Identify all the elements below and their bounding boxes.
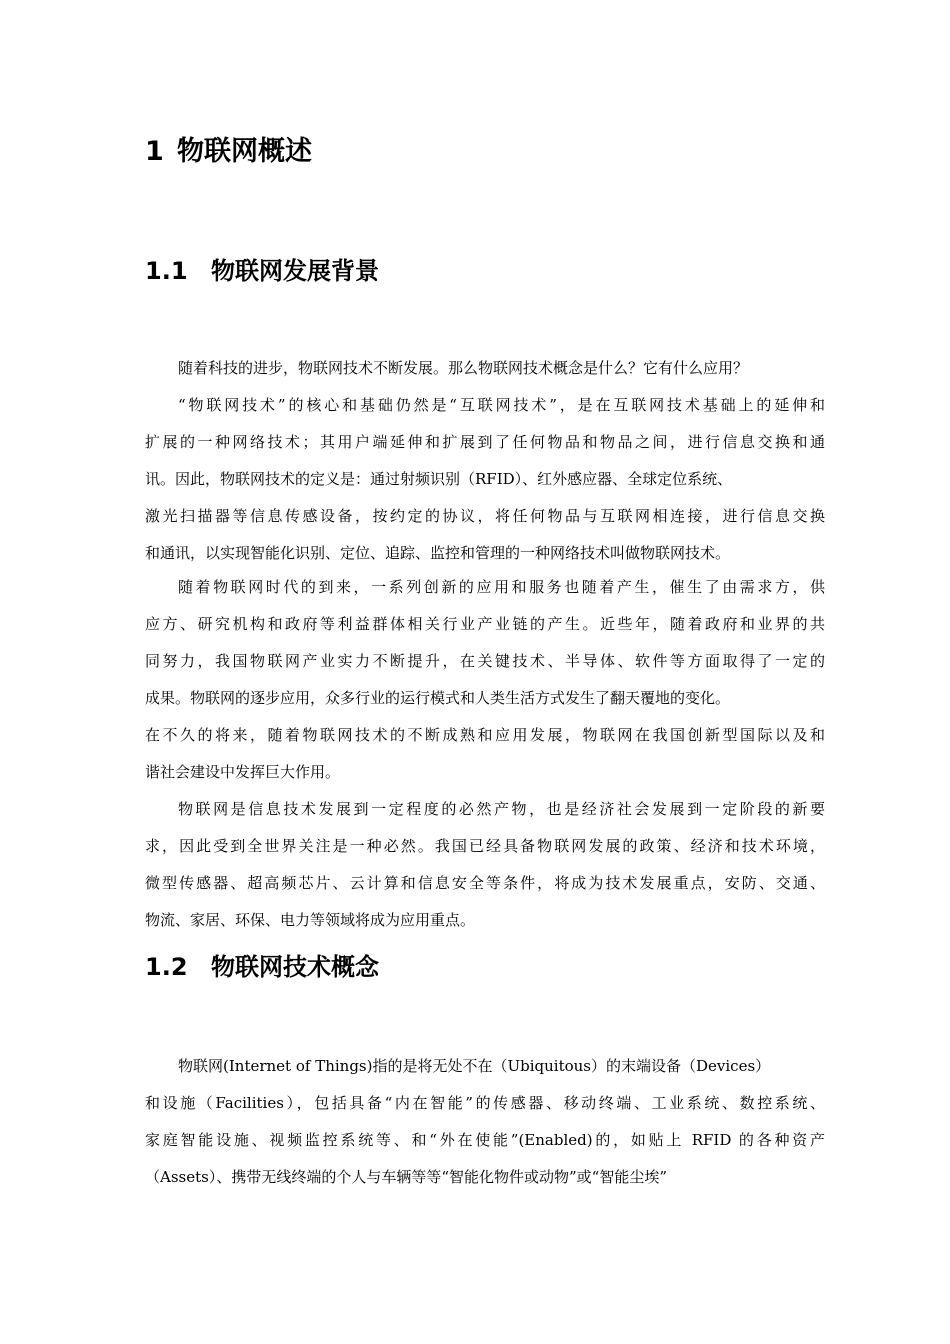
paragraph-line: 求，因此受到全世界关注是一种必然。我国已经具备物联网发展的政策、经济和技术环境，	[145, 837, 825, 855]
paragraph-line: 家庭智能设施、视频监控系统等、和“外在使能”(Enabled)的，如贴上 RFID 的各种资产	[145, 1131, 825, 1149]
section-heading-1-2	[145, 949, 379, 985]
paragraph-line: 扩展的一种网络技术；其用户端延伸和扩展到了任何物品和物品之间，进行信息交换和通	[145, 433, 825, 451]
chapter-title: 物联网概述	[177, 136, 312, 167]
paragraph-line: 和通讯，以实现智能化识别、定位、追踪、监控和管理的一种网络技术叫做物联网技术。	[145, 544, 731, 562]
section-number: 1.1	[145, 257, 188, 285]
paragraph-line: 随着科技的进步，物联网技术不断发展。那么物联网技术概念是什么？它有什么应用？	[178, 359, 749, 377]
paragraph-line: 物联网(Internet of Things)指的是将无处不在（Ubiquitous）的末端设备（Devices）	[178, 1057, 771, 1075]
section-title: 物联网发展背景	[211, 257, 379, 285]
chapter-heading	[145, 132, 312, 172]
paragraph-line: “物联网技术”的核心和基础仍然是“互联网技术”，是在互联网技术基础上的延伸和	[178, 396, 825, 414]
section-heading-1-1	[145, 253, 379, 289]
paragraph-line: 成果。物联网的逐步应用，众多行业的运行模式和人类生活方式发生了翻天覆地的变化。	[145, 689, 731, 707]
paragraph-line: 讯。因此，物联网技术的定义是：通过射频识别（RFID）、红外感应器、全球定位系统、	[145, 470, 733, 488]
section-number: 1.2	[145, 953, 188, 981]
paragraph-line: 物联网是信息技术发展到一定程度的必然产物，也是经济社会发展到一定阶段的新要	[178, 800, 825, 818]
paragraph-line: 应方、研究机构和政府等利益群体相关行业产业链的产生。近些年，随着政府和业界的共	[145, 615, 825, 633]
paragraph-line: 物流、家居、环保、电力等领域将成为应用重点。	[145, 911, 476, 929]
chapter-number: 1	[145, 136, 164, 167]
paragraph-line: 微型传感器、超高频芯片、云计算和信息安全等条件，将成为技术发展重点，安防、交通、	[145, 874, 825, 892]
paragraph-line: 在不久的将来，随着物联网技术的不断成熟和应用发展，物联网在我国创新型国际以及和	[145, 726, 825, 744]
paragraph-line: 随着物联网时代的到来，一系列创新的应用和服务也随着产生，催生了由需求方，供	[178, 578, 825, 596]
paragraph-line: （Assets）、携带无线终端的个人与车辆等等“智能化物件或动物”或“智能尘埃”	[145, 1168, 668, 1186]
paragraph-line: 激光扫描器等信息传感设备，按约定的协议，将任何物品与互联网相连接，进行信息交换	[145, 507, 825, 525]
paragraph-line: 和设施（Facilities），包括具备“内在智能”的传感器、移动终端、工业系统、数控系统、	[145, 1094, 825, 1112]
paragraph-line: 同努力，我国物联网产业实力不断提升，在关键技术、半导体、软件等方面取得了一定的	[145, 652, 825, 670]
section-title: 物联网技术概念	[211, 953, 379, 981]
paragraph-line: 谐社会建设中发挥巨大作用。	[145, 763, 341, 781]
